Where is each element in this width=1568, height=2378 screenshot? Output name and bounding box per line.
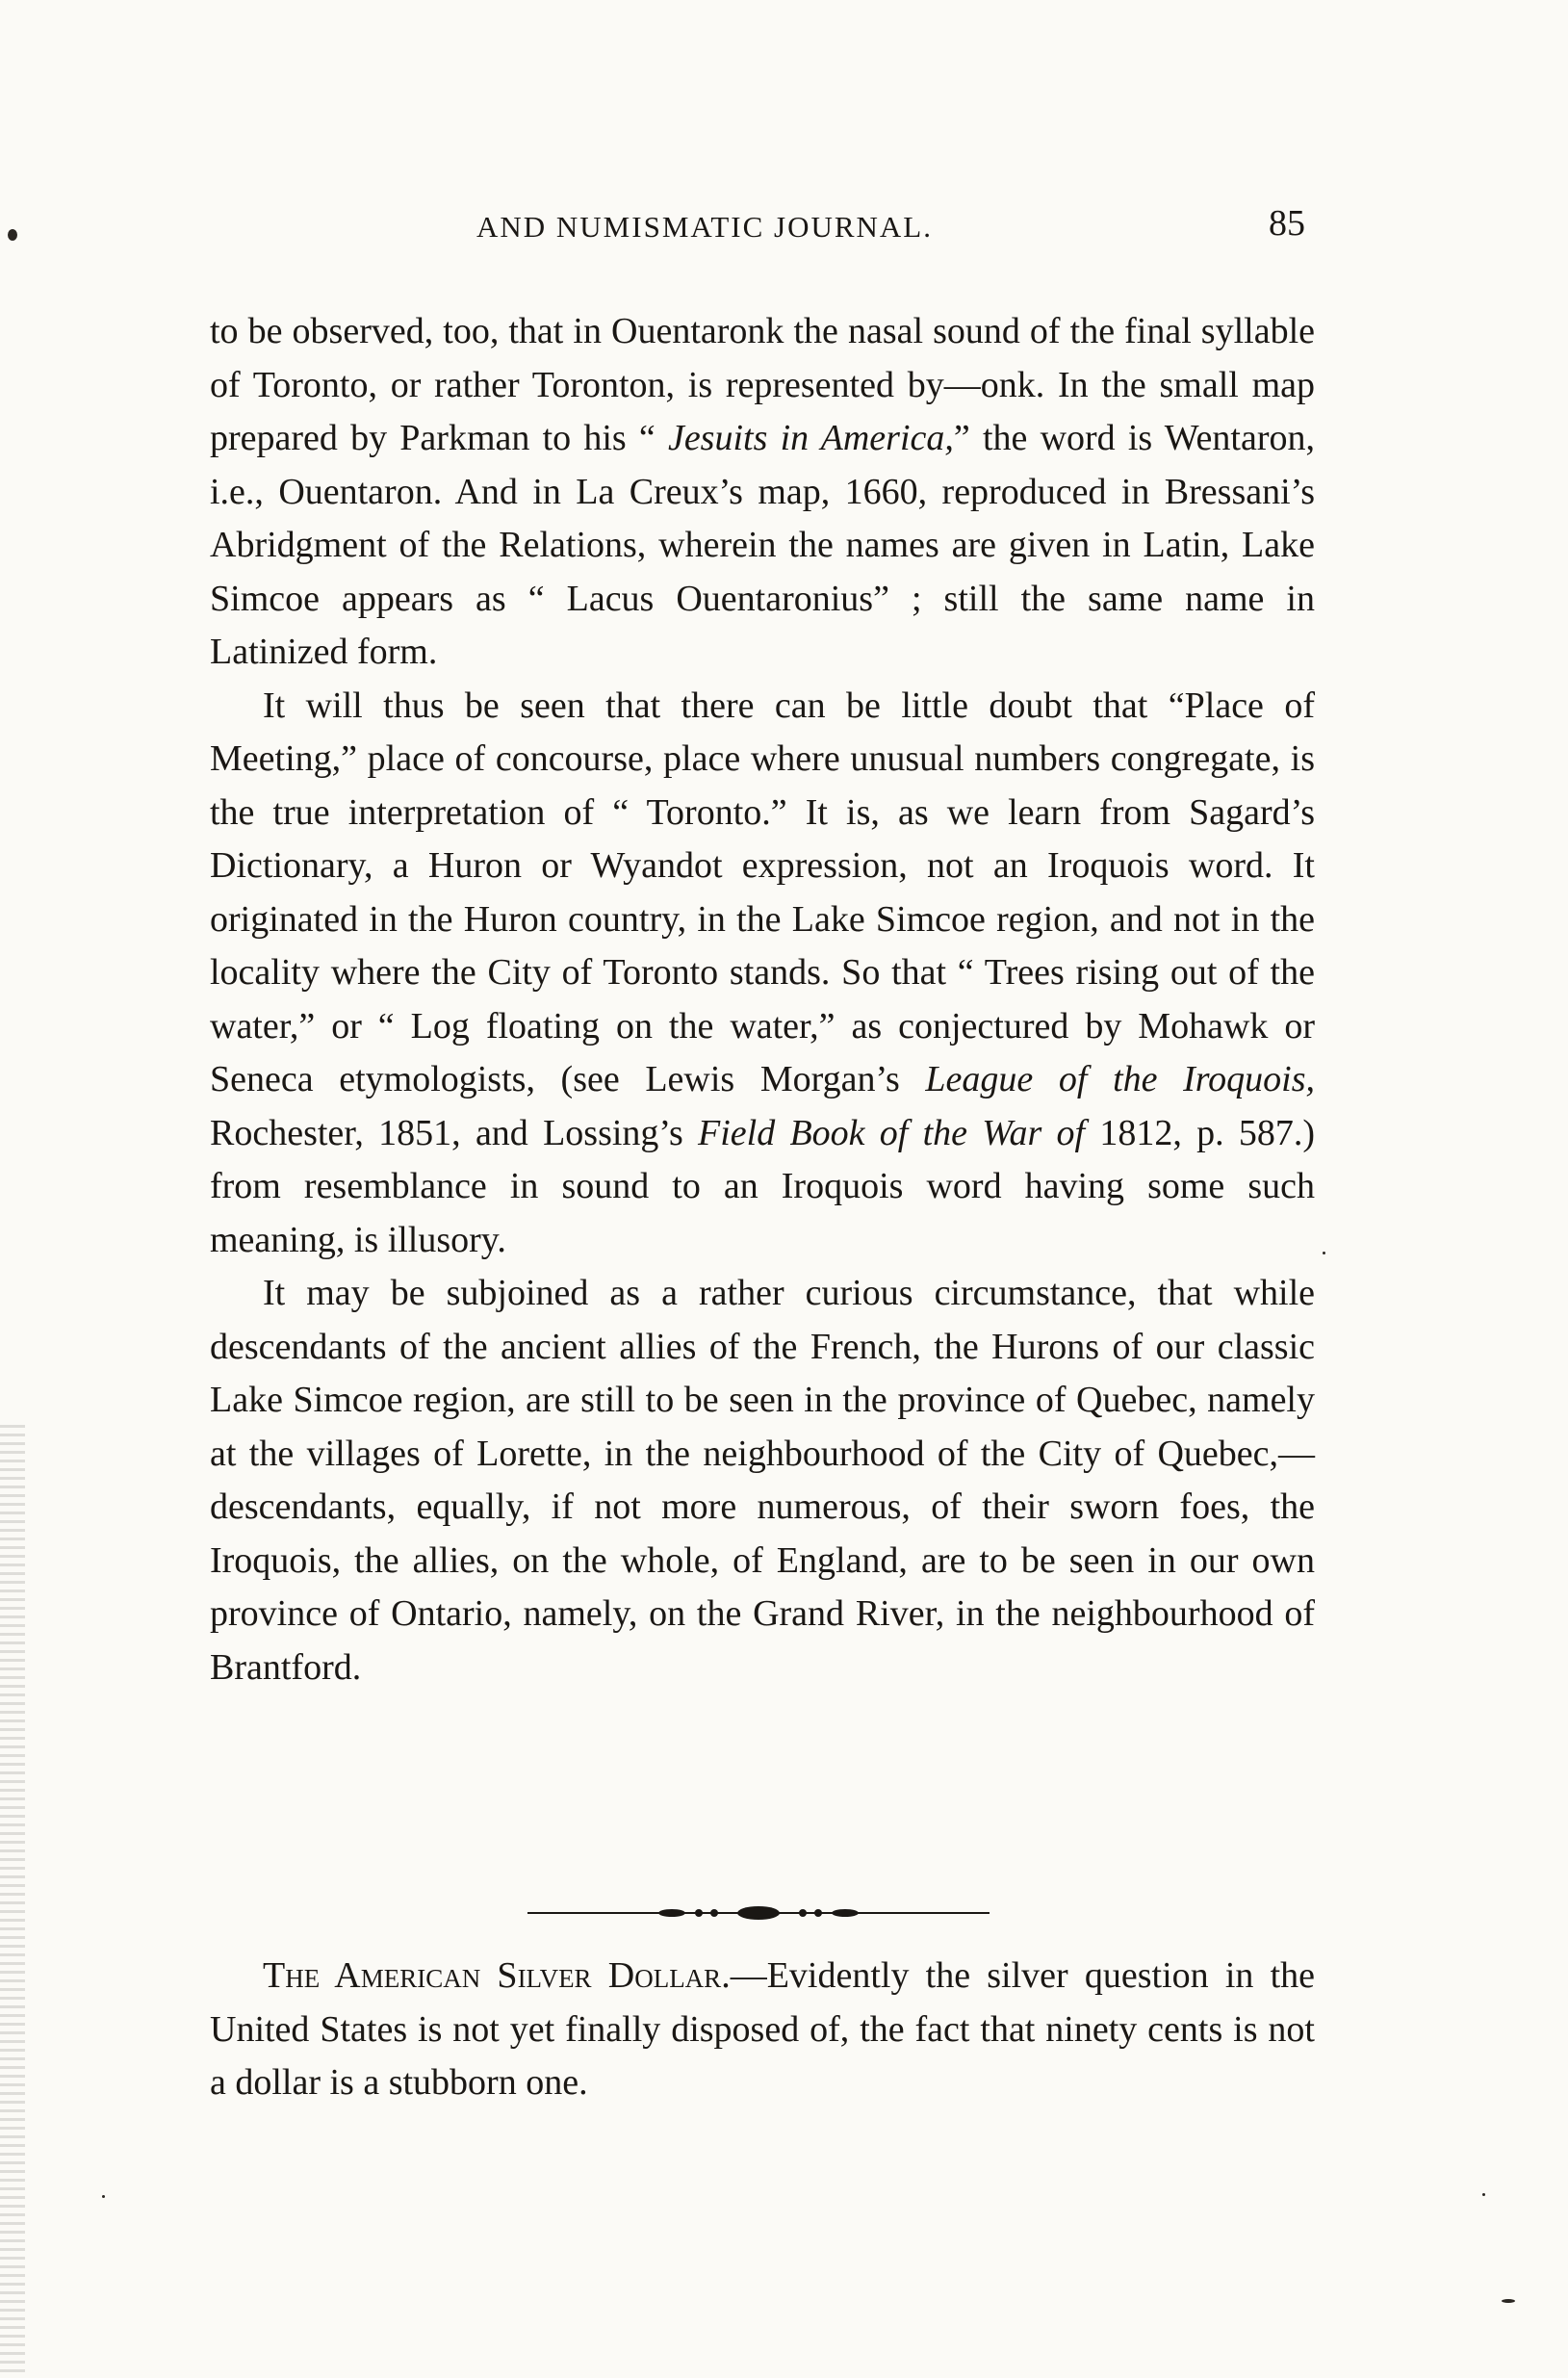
closing-paragraph-body (210, 1950, 1315, 2110)
closing-paragraph (210, 1950, 1315, 2110)
ink-speck (1502, 2299, 1515, 2303)
closing-text: —Evidently the silver question in the United States is not yet finally disposed of, the fact that ninety cents is not a dollar is a stubborn one. (210, 1955, 1315, 2103)
page-number: 85 (1269, 203, 1305, 244)
paragraph-2-text-a: It will thus be seen that there can be little doubt that “Place of Meeting,” place of concourse, place where unusual numbers congregate, is the true interpretation of “ Toronto.” It is, as we learn from Sagard’s Dictionary, a Huron or Wyandot expression, not an Iroquois word. It originated in the Huron country, in the Lake Simcoe region, and not in the locality where the City of Toronto stands. So that “ Trees rising out of the water,” or “ Log floating on the water,” as conjectured by Mohawk or Seneca etymologists, (see Lewis Morgan’s (210, 685, 1315, 1099)
paragraph-2 (210, 680, 1315, 1268)
ink-speck (102, 2195, 105, 2198)
running-head: AND NUMISMATIC JOURNAL. (476, 210, 933, 244)
section-heading: The American Silver Dollar. (263, 1955, 731, 1996)
ink-speck (8, 229, 17, 241)
body-text (210, 305, 1315, 1694)
paragraph-3 (210, 1267, 1315, 1694)
paragraph-2-italic-title-b: Field Book of the War of (698, 1112, 1086, 1153)
ink-speck (1482, 2193, 1485, 2196)
paragraph-2-italic-title-a: League of the Iroquois, (925, 1059, 1315, 1099)
paragraph-1-italic-title: Jesuits in America, (667, 418, 954, 458)
paragraph-2-text-b: Rochester, 1851, and Lossing’s (210, 1112, 699, 1153)
paragraph-2-text-c: 1812, p. 587.) from resemblance in sound to an Iroquois word having some such meaning, is illusory. (210, 1112, 1316, 1260)
paragraph-1-text-b: ” the word is Wentaron, i.e., Ouentaron. And in La Creux’s map, 1660, reproduced in Bressani’s Abridgment of the Relations, wherein the names are given in Latin, Lake Simcoe appears as “ Lacus Ouentaronius” ; still the same name in Latinized form. (210, 418, 1315, 672)
paragraph-1-text-a: to be observed, too, that in Ouentaronk the nasal sound of the final syllable of Toronto, or rather Toronton, is represented by—onk. In the small map prepared by Parkman to his “ (210, 311, 1315, 458)
paragraph-1 (210, 305, 1315, 680)
scan-edge-shadow (0, 1425, 25, 2378)
paragraph-3-text: It may be subjoined as a rather curious circumstance, that while descendants of the ancient allies of the French, the Hurons of our classic Lake Simcoe region, are still to be seen in the province of Quebec, namely at the villages of Lorette, in the neighbourhood of the City of Quebec,—descendants, equally, if not more numerous, of their sworn foes, the Iroquois, the allies, on the whole, of England, are to be seen in our own province of Ontario, namely, on the Grand River, in the neighbourhood of Brantford. (210, 1273, 1315, 1688)
section-divider-ornament (527, 1901, 990, 1925)
ink-speck (1323, 1252, 1325, 1254)
